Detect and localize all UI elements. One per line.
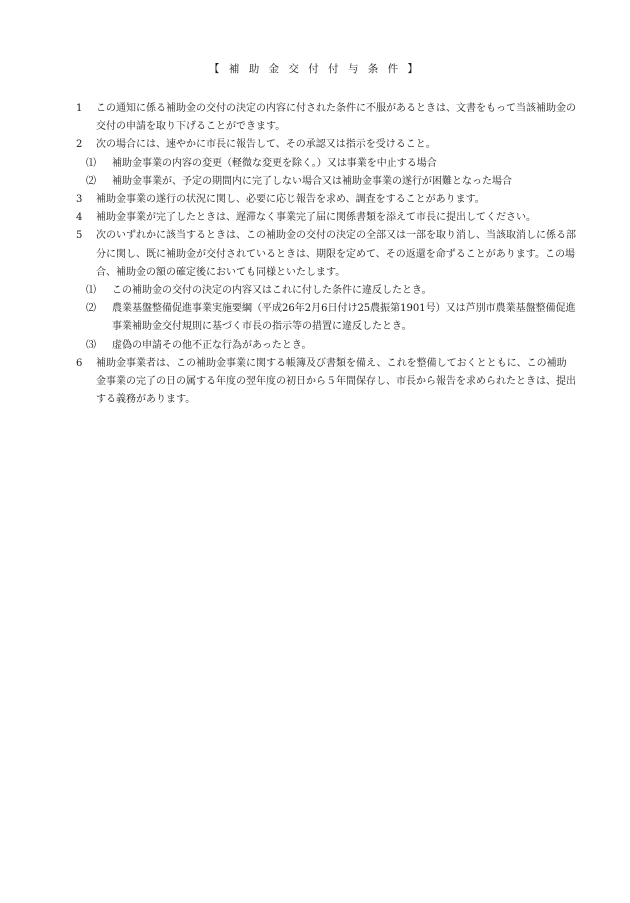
item-number: 4: [76, 212, 83, 224]
item-text: 次の場合には、速やかに市長に報告して、その承認又は指示を受けること。: [96, 139, 436, 151]
condition-item-1: [76, 100, 576, 136]
subitem-text: この補助金の交付の決定の内容又はこれに付した条件に違反したとき。: [112, 285, 432, 297]
subitem-text: 補助金事業が、予定の期間内に完了しない場合又は補助金事業の遂行が困難となった場合: [112, 175, 512, 187]
item-number: 5: [76, 230, 83, 242]
item-number: 1: [76, 103, 83, 114]
subitem-text: 虚偽の申請その他不正な行為があったとき。: [112, 339, 312, 351]
subitem-number: ⑴: [86, 157, 96, 169]
item-text: この通知に係る補助金の交付の決定の内容に付された条件に不服があるときは、文書をもって当該補助金の交付の申請を取り下げることができます。: [96, 103, 576, 133]
subitem-number: ⑴: [86, 285, 96, 297]
item-number: 3: [76, 194, 83, 206]
condition-item-2: [76, 136, 576, 154]
condition-item-3: [76, 191, 576, 209]
item-text: 補助金事業が完了したときは、遅滞なく事業完了届に関係書類を添えて市長に提出してください。: [96, 212, 536, 224]
item-number: 6: [76, 357, 83, 369]
item-text: 補助金事業の遂行の状況に関し、必要に応じ報告を求め、調査をすることがあります。: [96, 194, 485, 206]
condition-subitem-2-2: [76, 173, 576, 191]
item-text: 補助金事業者は、この補助金事業に関する帳簿及び書類を備え、これを整備しておくとともに、この補助金事業の完了の日の属する年度の翌年度の初日から５年間保存し、市長から報告を求められたときは、提出する義務があります。: [96, 357, 576, 406]
conditions-list: [76, 100, 576, 409]
subitem-number: ⑵: [86, 303, 96, 315]
condition-subitem-5-3: [76, 337, 576, 355]
subitem-number: ⑵: [86, 175, 96, 187]
condition-subitem-2-1: [76, 155, 576, 173]
item-number: 2: [76, 139, 83, 151]
condition-item-4: [76, 209, 576, 227]
condition-subitem-5-1: [76, 282, 576, 300]
condition-item-5: [76, 227, 576, 282]
subitem-text: 補助金事業の内容の変更（軽微な変更を除く。）又は事業を中止する場合: [112, 157, 437, 169]
item-text: 次のいずれかに該当するときは、この補助金の交付の決定の全部又は一部を取り消し、当該取消しに係る部分に関し、既に補助金が交付されているときは、期限を定めて、その返還を命ずることがあります。この場合、補助金の額の確定後においても同様といたします。: [96, 230, 576, 278]
subitem-text: 農業基盤整備促進事業実施要綱（平成26年2月6日付け25農振第1901号）又は芦別市農業基盤整備促進事業補助金交付規則に基づく市長の指示等の措置に違反したとき。: [112, 303, 576, 333]
subitem-number: ⑶: [86, 339, 96, 351]
condition-item-6: [76, 355, 576, 410]
document-title: 【 補 助 金 交 付 付 与 条 件 】: [209, 63, 421, 75]
condition-subitem-5-2: [76, 300, 576, 336]
